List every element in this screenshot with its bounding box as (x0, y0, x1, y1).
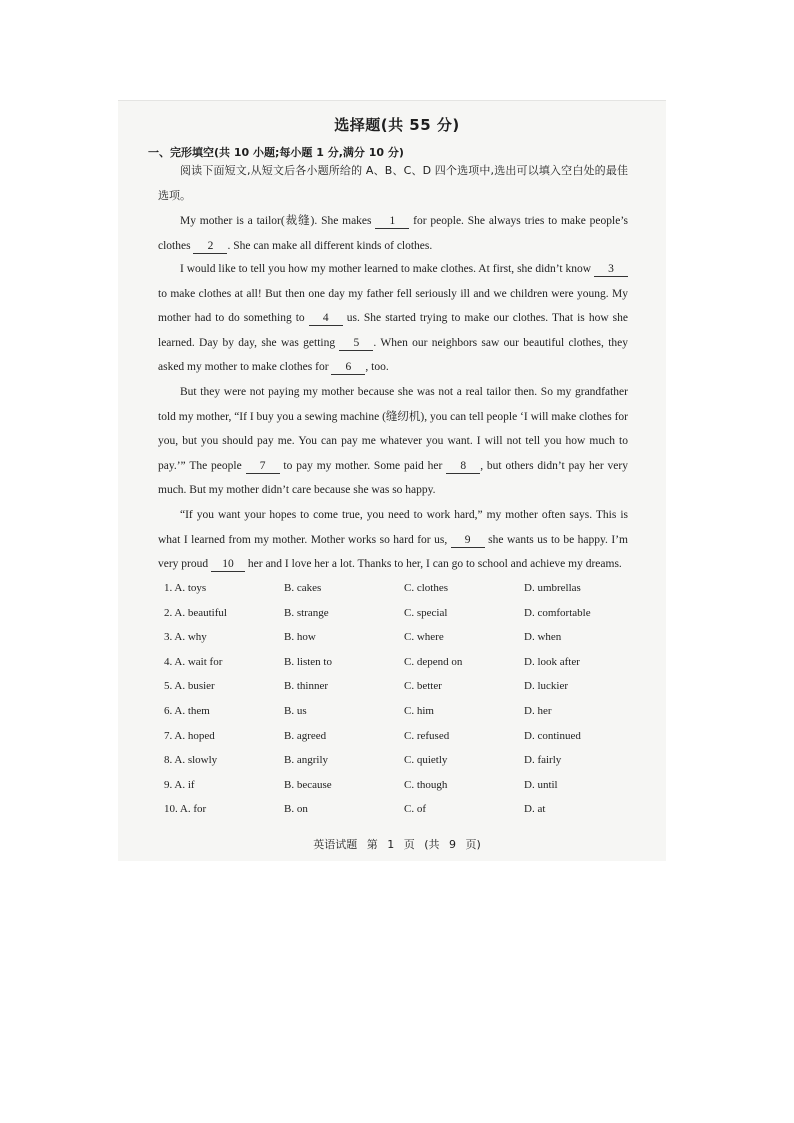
option-c: C. special (404, 606, 448, 619)
question-row-5 (164, 680, 634, 705)
blank-8: 8 (446, 459, 480, 474)
option-a: 8. A. slowly (164, 754, 218, 767)
option-b: B. angrily (284, 754, 328, 767)
page-title: 选择题(共 55 分) (334, 116, 460, 134)
option-b: B. listen to (284, 655, 332, 668)
option-c: C. of (404, 803, 426, 816)
option-d: D. umbrellas (524, 582, 581, 594)
passage-text: But they were not paying my mother because she was not a real tailor then. So my grandfather told my mother, “If I buy you a sewing machine (缝纫机), you can tell people ‘I will make clothes for you, but you should pay me. You can pay me whatever you want. I will not tell you how much to pay.’” The people (158, 386, 628, 472)
option-d: D. at (524, 803, 546, 816)
question-row-9 (164, 779, 634, 804)
question-row-8 (164, 754, 634, 779)
question-row-10 (164, 803, 634, 828)
passage-text: her and I love her a lot. Thanks to her, I can go to school and achieve my dreams. (245, 558, 622, 570)
passage-paragraph-1 (158, 209, 628, 258)
blank-9: 9 (451, 533, 485, 548)
option-c: C. quietly (404, 754, 448, 767)
blank-10: 10 (211, 557, 245, 572)
option-d: D. fairly (524, 754, 562, 767)
passage-text: she wants us to be happy. I’m very proud (158, 533, 628, 570)
passage-text: , too. (365, 361, 389, 373)
option-b: B. strange (284, 606, 329, 619)
option-b: B. us (284, 704, 307, 717)
question-row-2 (164, 607, 634, 632)
question-row-1 (164, 582, 634, 607)
blank-3: 3 (594, 262, 628, 277)
question-row-7 (164, 730, 634, 755)
option-b: B. agreed (284, 729, 327, 742)
passage-paragraph-3 (158, 380, 628, 503)
blank-7: 7 (246, 459, 280, 474)
instructions: 阅读下面短文,从短文后各小题所给的 A、B、C、D 四个选项中,选出可以填入空白处的最佳选项。 (158, 164, 628, 202)
option-d: D. comfortable (524, 606, 591, 619)
option-a: 4. A. wait for (164, 655, 223, 668)
passage-paragraph-4 (158, 503, 628, 577)
option-c: C. though (404, 778, 448, 791)
option-c: C. depend on (404, 655, 463, 668)
passage-text: to make clothes at all! But then one day my father fell seriously ill and we children were young. My mother had to do something to (158, 287, 628, 324)
option-d: D. luckier (524, 680, 568, 693)
question-row-4 (164, 656, 634, 681)
option-d: D. when (524, 631, 562, 644)
option-a: 10. A. for (164, 803, 207, 816)
option-c: C. him (404, 704, 434, 717)
option-a: 3. A. why (164, 631, 207, 644)
passage-text: us. She started trying to make our clothes. That is how she learned. Day by day, she was getting (158, 312, 628, 349)
option-d: D. until (524, 778, 558, 791)
blank-5: 5 (339, 336, 373, 351)
blank-4: 4 (309, 311, 343, 326)
option-a: 1. A. toys (164, 582, 207, 594)
passage-text: My mother is a tailor(裁缝). She makes (180, 215, 376, 227)
passage-text: , but others didn’t pay her very much. But my mother didn’t care because she was so happy. (158, 459, 628, 496)
passage-text: . She can make all different kinds of clothes. (227, 239, 433, 252)
option-c: C. where (404, 631, 444, 644)
option-a: 7. A. hoped (164, 729, 215, 742)
option-a: 5. A. busier (164, 680, 215, 693)
passage-text: I would like to tell you how my mother learned to make clothes. At first, she didn’t know (180, 263, 594, 275)
question-row-3 (164, 631, 634, 656)
option-c: C. refused (404, 729, 450, 742)
passage-text: to pay my mother. Some paid her (279, 459, 447, 472)
option-b: B. cakes (284, 582, 322, 594)
option-a: 9. A. if (164, 778, 195, 791)
option-b: B. thinner (284, 680, 328, 693)
option-a: 2. A. beautiful (164, 606, 227, 619)
page-footer: 英语试题 第 1 页 (共 9 页) (313, 838, 481, 851)
option-b: B. on (284, 803, 308, 816)
blank-6: 6 (331, 360, 365, 375)
answer-options (164, 582, 634, 828)
passage-text: “If you want your hopes to come true, you need to work hard,” my mother often says. This is what I learned from my mother. Mother works so hard for us, (158, 509, 628, 546)
blank-2: 2 (193, 239, 227, 254)
option-b: B. how (284, 631, 316, 644)
passage-paragraph-2 (158, 257, 628, 380)
option-c: C. clothes (404, 582, 448, 594)
passage-text: for people. She always tries to make people’s clothes (158, 215, 628, 252)
option-a: 6. A. them (164, 704, 210, 717)
option-c: C. better (404, 680, 442, 693)
section-heading: 一、完形填空(共 10 小题;每小题 1 分,满分 10 分) (148, 146, 404, 159)
passage-text: . When our neighbors saw our beautiful clothes, they asked my mother to make clothes for (158, 336, 628, 373)
option-d: D. continued (524, 729, 581, 742)
option-d: D. her (524, 704, 552, 717)
option-d: D. look after (524, 655, 580, 668)
option-b: B. because (284, 778, 332, 791)
blank-1: 1 (375, 214, 409, 229)
question-row-6 (164, 705, 634, 730)
